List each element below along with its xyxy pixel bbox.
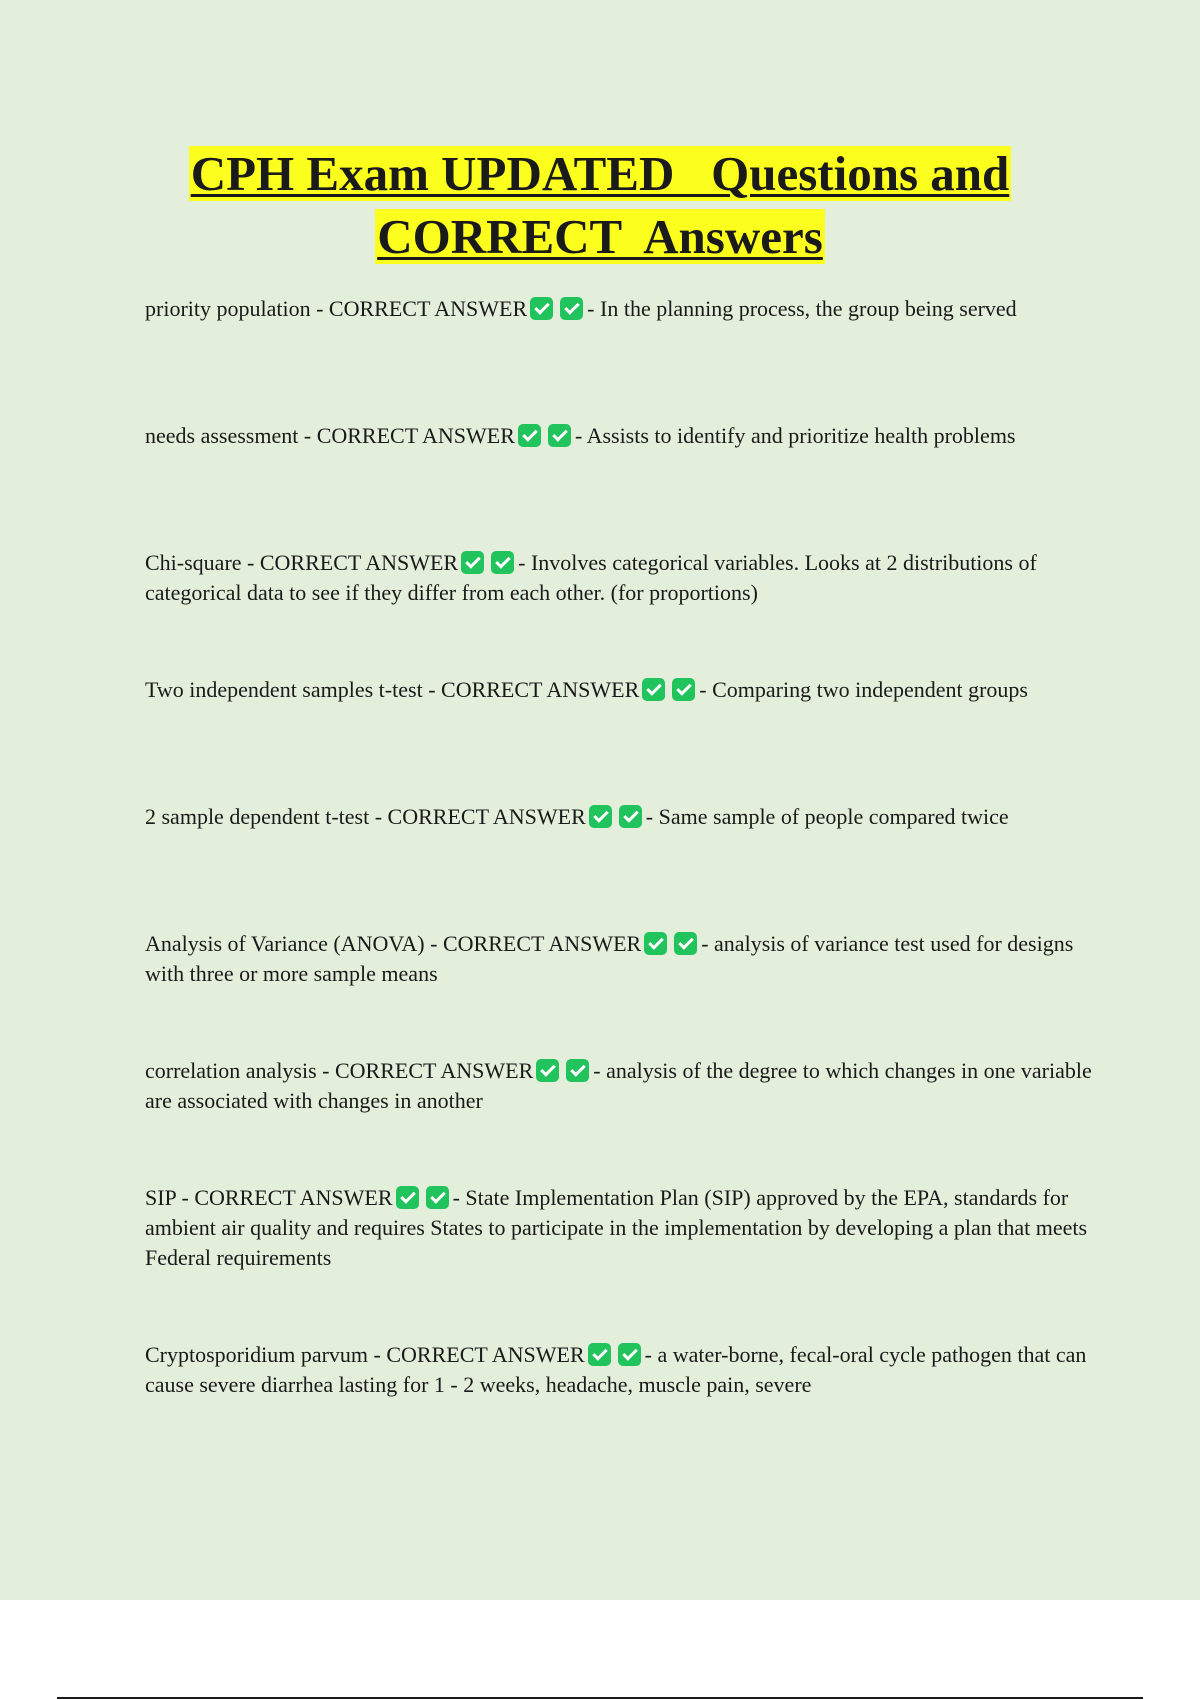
- check-mark-icon: [518, 424, 541, 447]
- check-mark-icon: [426, 1186, 449, 1209]
- entry-definition: State Implementation Plan (SIP) approved by the EPA, standards for ambient air quality and requires States to participate in the implementation by developing a plan that meets Federal requirements: [145, 1185, 1088, 1270]
- document-title: [0, 142, 1200, 268]
- entry-definition: Comparing two independent groups: [712, 677, 1028, 702]
- qa-entry: needs assessment - CORRECT ANSWER - Assists to identify and prioritize health problems: [145, 423, 1016, 448]
- entry-term: 2 sample dependent t-test: [145, 804, 370, 829]
- title-line-1: CPH Exam UPDATED Questions and: [190, 146, 1010, 201]
- qa-entry: priority population - CORRECT ANSWER - In the planning process, the group being served: [145, 296, 1017, 321]
- check-mark-icon: [536, 1059, 559, 1082]
- check-mark-icon: [619, 805, 642, 828]
- qa-entry: Cryptosporidium parvum - CORRECT ANSWER - a water-borne, fecal-oral cycle pathogen that can cause severe diarrhea lasting for 1 - 2 weeks, headache, muscle pain, severe: [145, 1342, 1087, 1397]
- answer-marker: CORRECT ANSWER: [442, 931, 642, 956]
- entry-definition: Assists to identify and prioritize health problems: [586, 423, 1016, 448]
- entry-definition: Same sample of people compared twice: [658, 804, 1009, 829]
- answer-marker: CORRECT ANSWER: [316, 423, 515, 448]
- check-mark-icon: [674, 932, 697, 955]
- check-mark-icon: [644, 932, 667, 955]
- check-mark-icon: [589, 805, 612, 828]
- answer-marker: CORRECT ANSWER: [194, 1185, 393, 1210]
- qa-entry: Two independent samples t-test - CORRECT ANSWER - Comparing two independent groups: [145, 677, 1028, 702]
- entry-definition: analysis of the degree to which changes in one variable are associated with changes in another: [145, 1058, 1092, 1113]
- answer-marker: CORRECT ANSWER: [441, 677, 640, 702]
- entry-term: SIP: [145, 1185, 176, 1210]
- check-mark-icon: [566, 1059, 589, 1082]
- qa-entry: Chi-square - CORRECT ANSWER - Involves categorical variables. Looks at 2 distributions of categorical data to see if they differ from each other. (for proportions): [145, 550, 1037, 605]
- answer-marker: CORRECT ANSWER: [386, 1342, 585, 1367]
- entry-term: Chi-square: [145, 550, 242, 575]
- entry-definition: a water-borne, fecal-oral cycle pathogen that can cause severe diarrhea lasting for 1 - 2 weeks, headache, muscle pain, severe: [145, 1342, 1087, 1397]
- check-mark-icon: [491, 551, 514, 574]
- check-mark-icon: [618, 1343, 641, 1366]
- entry-definition: analysis of variance test used for designs with three or more sample means: [145, 931, 1074, 986]
- entry-definition: In the planning process, the group being served: [600, 296, 1017, 321]
- answer-marker: CORRECT ANSWER: [259, 550, 459, 575]
- entry-term: Two independent samples t-test: [145, 677, 423, 702]
- qa-entry: correlation analysis - CORRECT ANSWER - analysis of the degree to which changes in one variable are associated with changes in another: [145, 1058, 1092, 1113]
- entry-term: needs assessment: [145, 423, 299, 448]
- entry-definition: Involves categorical variables. Looks at 2 distributions of categorical data to see if they differ from each other. (for proportions): [145, 550, 1037, 605]
- answer-marker: CORRECT ANSWER: [335, 1058, 534, 1083]
- title-line-2: CORRECT Answers: [377, 209, 823, 264]
- qa-entry: SIP - CORRECT ANSWER - State Implementation Plan (SIP) approved by the EPA, standards for ambient air quality and requires States to participate in the implementation by developing a plan that meets Federal requirements: [145, 1185, 1088, 1270]
- entry-term: Cryptosporidium parvum: [145, 1342, 369, 1367]
- entry-term: Analysis of Variance (ANOVA): [145, 931, 425, 956]
- check-mark-icon: [560, 297, 583, 320]
- footer-divider: [57, 1697, 1143, 1699]
- answer-marker: CORRECT ANSWER: [387, 804, 586, 829]
- check-mark-icon: [642, 678, 665, 701]
- entry-term: priority population: [145, 296, 311, 321]
- check-mark-icon: [588, 1343, 611, 1366]
- check-mark-icon: [672, 678, 695, 701]
- qa-entry: Analysis of Variance (ANOVA) - CORRECT ANSWER - analysis of variance test used for designs with three or more sample means: [145, 931, 1074, 986]
- answer-marker: CORRECT ANSWER: [328, 296, 528, 321]
- qa-entry: 2 sample dependent t-test - CORRECT ANSWER - Same sample of people compared twice: [145, 804, 1009, 829]
- check-mark-icon: [396, 1186, 419, 1209]
- entry-term: correlation analysis: [145, 1058, 317, 1083]
- check-mark-icon: [548, 424, 571, 447]
- check-mark-icon: [461, 551, 484, 574]
- check-mark-icon: [530, 297, 553, 320]
